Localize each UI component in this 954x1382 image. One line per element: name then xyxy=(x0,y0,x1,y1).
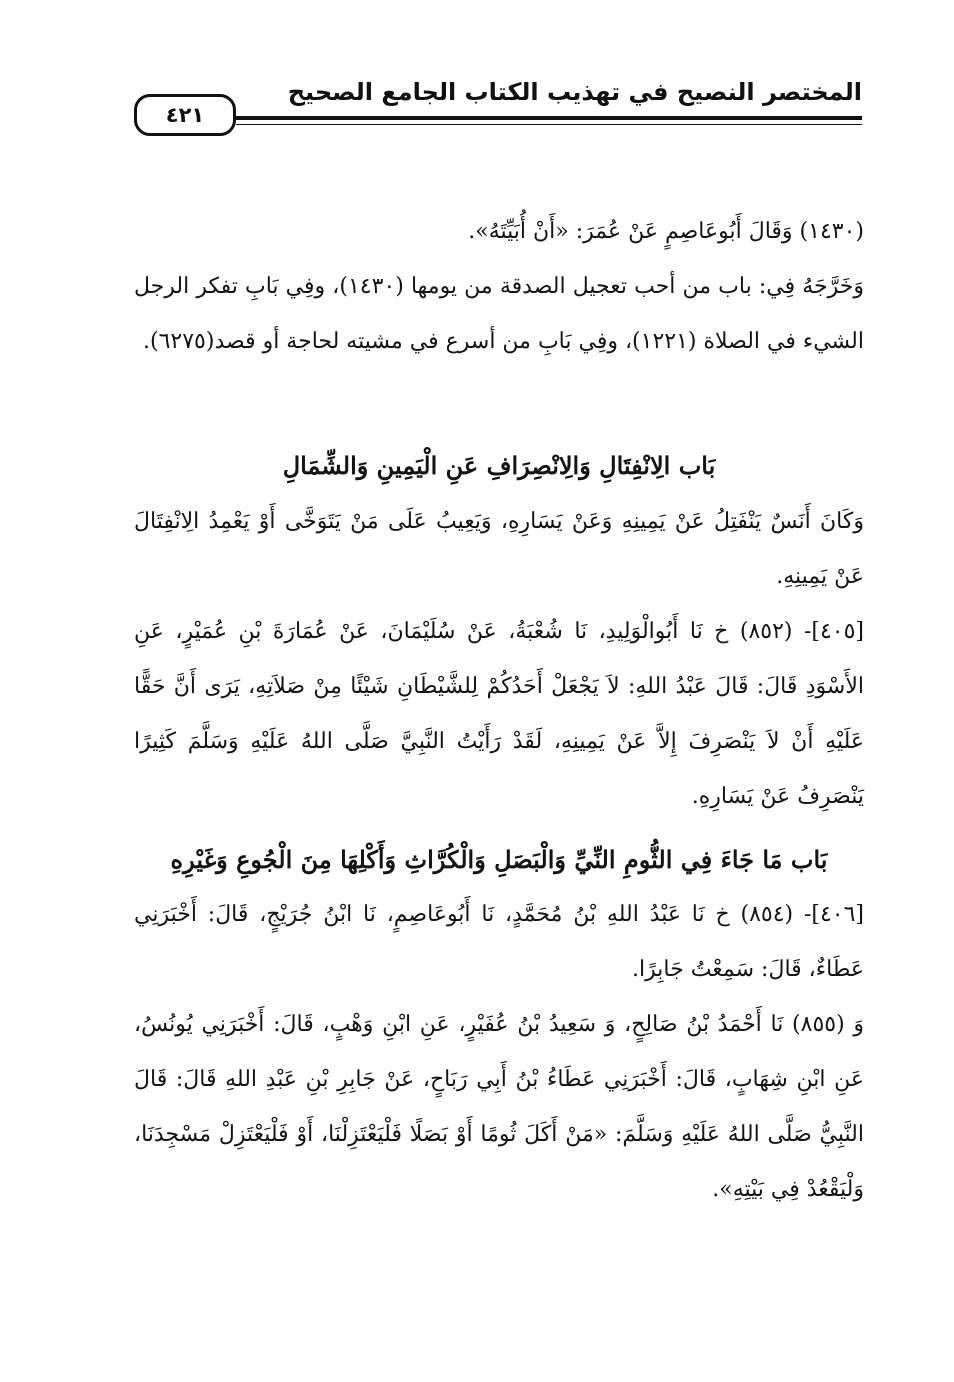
chapter-heading-thum: بَاب مَا جَاءَ فِي الثُّومِ النِّيِّ وَالْبَصَلِ وَالْكُرَّاثِ وَأَكْلِهَا مِنَ الْجُوعِ وَغَيْرِهِ xyxy=(170,845,828,874)
paragraph-hadith-1430: (١٤٣٠) وَقَالَ أَبُوعَاصِمٍ عَنْ عُمَرَ: «أَنْ أُبَيِّتَهُ». xyxy=(468,219,864,244)
page-number: ٤٢١ xyxy=(134,94,236,136)
running-title: المختصر النصيح في تهذيب الكتاب الجامع الصحيح xyxy=(287,78,862,106)
paragraph-anas: وَكَانَ أَنَسٌ يَنْفَتِلُ عَنْ يَمِينِهِ وَعَنْ يَسَارِهِ، وَيَعِيبُ عَلَى مَنْ يَتَوَخَّى أَوْ يَعْمِدُ الِانْفِتَالَ عَنْ يَمِينِهِ. xyxy=(134,509,864,589)
header-rule-thin xyxy=(236,124,862,125)
paragraph-hadith-406: [٤٠٦]- (٨٥٤) خ نَا عَبْدُ اللهِ بْنُ مُحَمَّدٍ، نَا أَبُوعَاصِمٍ، نَا ابْنُ جُرَيْجٍ، قَالَ: أَخْبَرَنِي عَطَاءٌ، قَالَ: سَمِعْتُ جَابِرًا. xyxy=(134,902,865,982)
paragraph-takhrij: وَخَرَّجَهُ فِي: باب من أحب تعجيل الصدقة من يومها (١٤٣٠)، وفِي بَابِ تفكر الرجل الشيء في الصلاة (١٢٢١)، وفِي بَابِ من أسرع في مشيته لحاجة أو قصد(٦٢٧٥). xyxy=(134,274,864,354)
chapter-heading-infital: بَاب الِانْفِتَالِ وَالِانْصِرَافِ عَنِ الْيَمِينِ وَالشِّمَالِ xyxy=(282,451,716,480)
header-rule-thick xyxy=(236,116,862,120)
paragraph-hadith-405: [٤٠٥]- (٨٥٢) خ نَا أَبُوالْوَلِيدِ، نَا شُعْبَةُ، عَنْ سُلَيْمَانَ، عَنْ عُمَارَةَ بْنِ عُمَيْرٍ، عَنِ الأَسْوَدِ قَالَ: قَالَ عَبْدُ اللهِ: لاَ يَجْعَلْ أَحَدُكُمْ لِلشَّيْطَانِ شَيْئًا مِنْ صَلاَتِهِ، يَرَى أَنَّ حَقًّا عَلَيْهِ أَنْ لاَ يَنْصَرِفَ إِلاَّ عَنْ يَمِينِهِ، لَقَدْ رَأَيْتُ النَّبِيَّ صَلَّى اللهُ عَلَيْهِ وَسَلَّمَ كَثِيرًا يَنْصَرِفُ عَنْ يَسَارِهِ. xyxy=(134,619,865,809)
paragraph-hadith-855: وَ (٨٥٥) نَا أَحْمَدُ بْنُ صَالِحٍ، وَ سَعِيدُ بْنُ عُفَيْرٍ، عَنِ ابْنِ وَهْبٍ، قَالَ: أَخْبَرَنِي يُونُسُ، عَنِ ابْنِ شِهَابٍ، قَالَ: أَخْبَرَنِي عَطَاءُ بْنُ أَبِي رَبَاحٍ، عَنْ جَابِرِ بْنِ عَبْدِ اللهِ قَالَ: قَالَ النَّبِيُّ صَلَّى اللهُ عَلَيْهِ وَسَلَّمَ: «مَنْ أَكَلَ ثُومًا أَوْ بَصَلًا فَلْيَعْتَزِلْنَا، أَوْ فَلْيَعْتَزِلْ مَسْجِدَنَا، وَلْيَقْعُدْ فِي بَيْتِهِ». xyxy=(134,1012,864,1202)
